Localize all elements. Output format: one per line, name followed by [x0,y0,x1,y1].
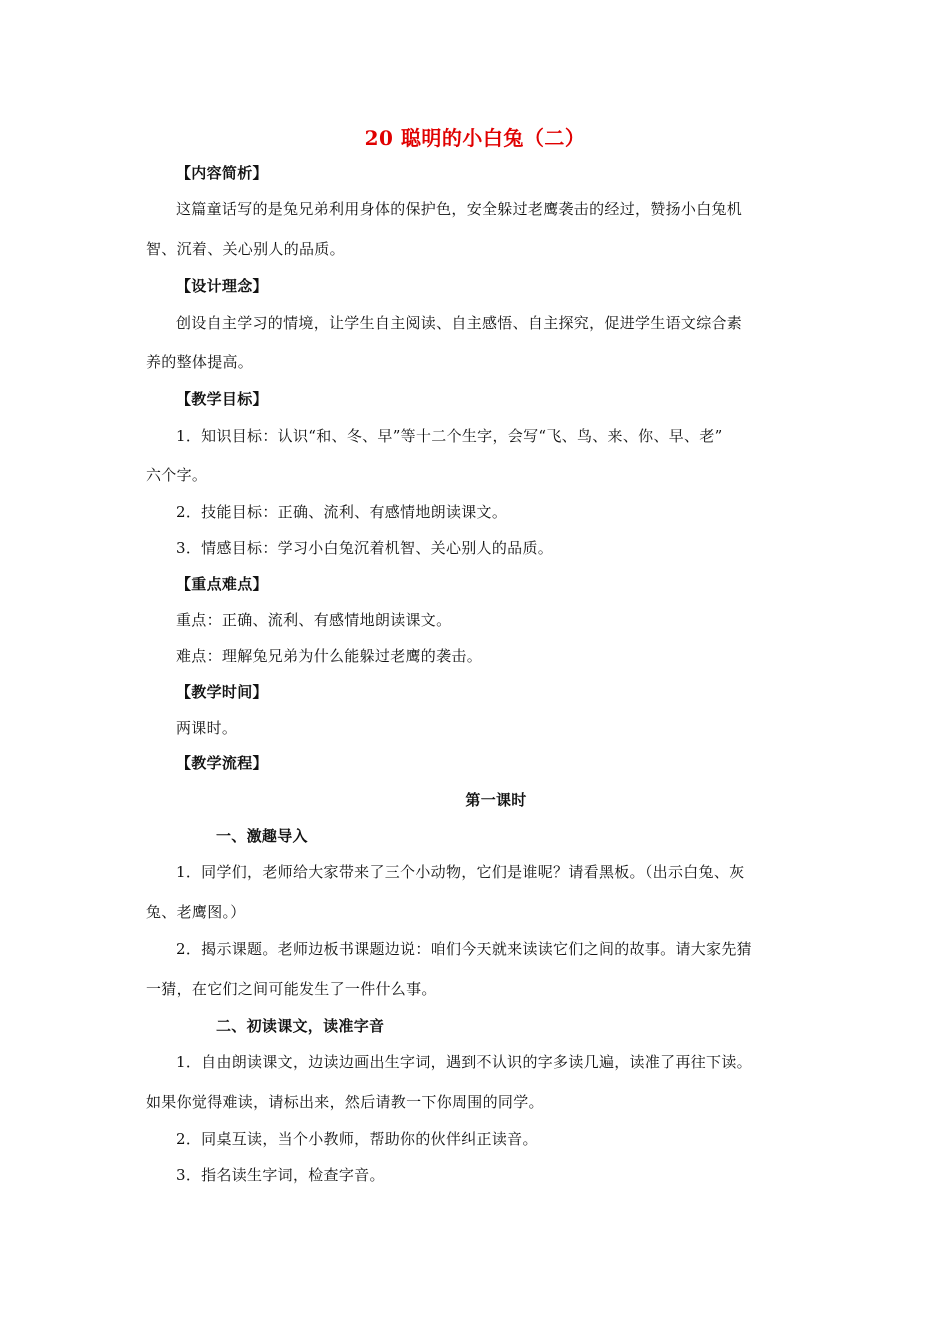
design-concept-line-2: 养的整体提高。 [146,353,254,371]
design-concept-heading: 【设计理念】 [176,277,268,295]
key-difficult-heading: 【重点难点】 [176,575,268,593]
step-two-heading: 二、初读课文，读准字音 [216,1017,385,1035]
lesson-one-heading: 第一课时 [465,791,527,809]
step-two-item-3: 3．指名读生字词，检查字音。 [176,1166,385,1184]
teaching-time-heading: 【教学时间】 [176,683,268,701]
step-two-item-1-line-2: 如果你觉得难读，请标出来，然后请教一下你周围的同学。 [146,1093,544,1111]
content-analysis-line-2: 智、沉着、关心别人的品质。 [146,240,345,258]
goal-emotion: 3．情感目标：学习小白兔沉着机智、关心别人的品质。 [176,539,554,557]
goal-knowledge-line-2: 六个字。 [146,466,208,484]
step-one-item-2-line-1: 2．揭示课题。老师边板书课题边说：咱们今天就来读读它们之间的故事。请大家先猜 [176,940,752,958]
content-analysis-line-1: 这篇童话写的是兔兄弟利用身体的保护色，安全躲过老鹰袭击的经过，赞扬小白兔机 [176,200,743,218]
content-analysis-heading: 【内容简析】 [176,164,268,182]
difficult-point: 难点：理解兔兄弟为什么能躲过老鹰的袭击。 [176,647,483,665]
goal-skill: 2．技能目标：正确、流利、有感情地朗读课文。 [176,503,508,521]
step-two-item-1-line-1: 1．自由朗读课文，边读边画出生字词，遇到不认识的字多读几遍，读准了再往下读。 [176,1053,752,1071]
step-two-item-2: 2．同桌互读，当个小教师，帮助你的伙伴纠正读音。 [176,1130,538,1148]
step-one-item-2-line-2: 一猜，在它们之间可能发生了一件什么事。 [146,980,437,998]
key-point: 重点：正确、流利、有感情地朗读课文。 [176,611,452,629]
goal-knowledge-line-1: 1．知识目标：认识“和、冬、早”等十二个生字，会写“飞、鸟、来、你、早、老” [176,427,723,445]
teaching-time-text: 两课时。 [176,719,238,737]
teaching-process-heading: 【教学流程】 [176,754,268,772]
step-one-item-1-line-1: 1．同学们，老师给大家带来了三个小动物，它们是谁呢？请看黑板。（出示白兔、灰 [176,863,745,881]
design-concept-line-1: 创设自主学习的情境，让学生自主阅读、自主感悟、自主探究，促进学生语文综合素 [176,314,743,332]
teaching-goals-heading: 【教学目标】 [176,390,268,408]
page-title: 20 聪明的小白兔（二） [364,126,586,150]
step-one-item-1-line-2: 兔、老鹰图。） [146,903,246,921]
step-one-heading: 一、激趣导入 [216,827,308,845]
